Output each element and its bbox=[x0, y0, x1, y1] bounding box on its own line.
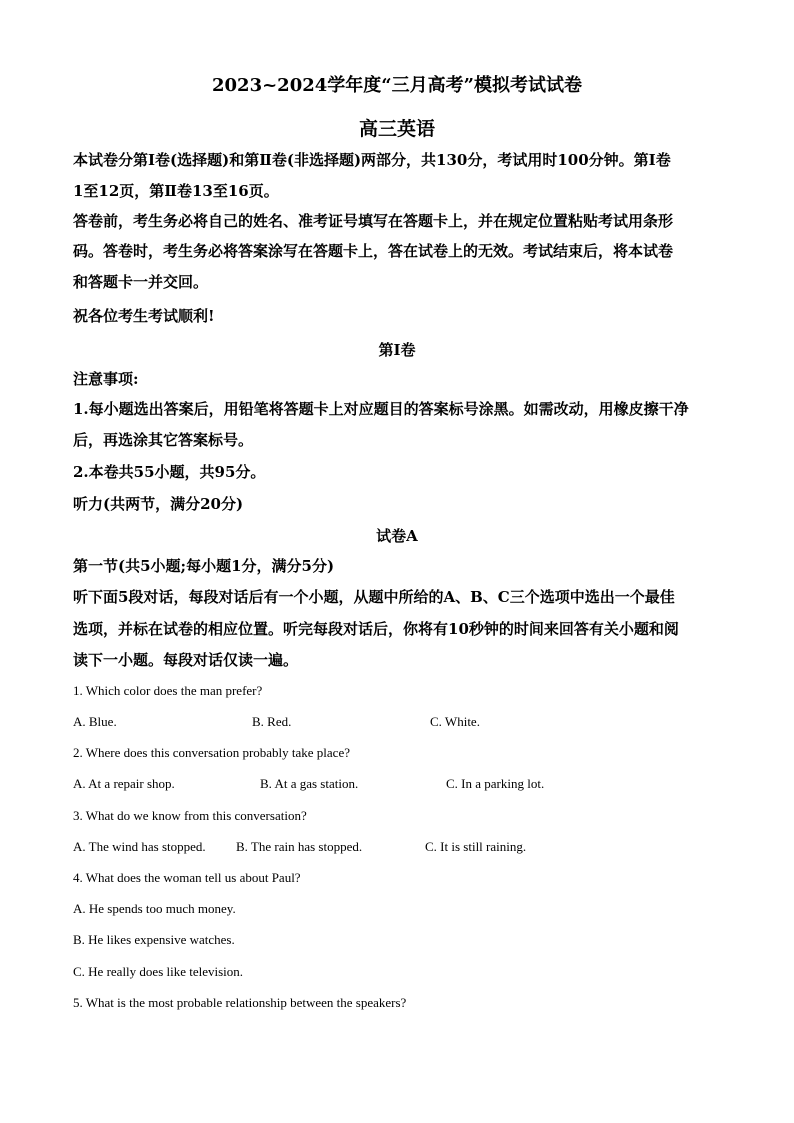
option-b: B. At a gas station. bbox=[260, 776, 359, 791]
option-b: B. He likes expensive watches. bbox=[73, 932, 235, 947]
option-c: C. In a parking lot. bbox=[446, 776, 545, 791]
good-luck-line: 祝各位考生考试顺利! bbox=[73, 307, 215, 325]
option-a: A. The wind has stopped. bbox=[73, 839, 206, 854]
listening-heading: 听力(共两节，满分20分) bbox=[73, 495, 244, 513]
intro-line: 码。答卷时，考生务必将答案涂写在答题卡上，答在试卷上的无效。考试结束后，将本试卷 bbox=[73, 242, 674, 260]
option-a: A. At a repair shop. bbox=[73, 776, 175, 791]
notes-line: 2.本卷共55小题，共95分。 bbox=[73, 463, 266, 481]
question-1: 1. Which color does the man prefer? bbox=[73, 683, 263, 698]
notes-line: 后，再选涂其它答案标号。 bbox=[73, 431, 254, 449]
section-heading: 第一节(共5小题;每小题1分，满分5分) bbox=[73, 557, 335, 575]
option-c: C. White. bbox=[430, 714, 480, 729]
question-5: 5. What is the most probable relationship between the speakers? bbox=[73, 995, 407, 1010]
intro-line: 答卷前，考生务必将自己的姓名、准考证号填写在答题卡上，并在规定位置粘贴考试用条形 bbox=[73, 212, 674, 230]
option-a: A. He spends too much money. bbox=[73, 901, 236, 916]
intro-line: 1至12页，第Ⅱ卷13至16页。 bbox=[73, 182, 279, 200]
paper-label: 试卷A bbox=[376, 527, 418, 545]
option-a: A. Blue. bbox=[73, 714, 117, 729]
exam-title: 2023~2024学年度“三月高考”模拟考试试卷 bbox=[212, 75, 582, 96]
question-2: 2. Where does this conversation probably take place? bbox=[73, 745, 350, 760]
option-c: C. It is still raining. bbox=[425, 839, 527, 854]
instructions-line: 听下面5段对话，每段对话后有一个小题，从题中所给的A、B、C三个选项中选出一个最佳 bbox=[73, 588, 675, 606]
intro-line: 本试卷分第Ⅰ卷(选择题)和第Ⅱ卷(非选择题)两部分，共130分，考试用时100分钟。第Ⅰ卷 bbox=[73, 151, 671, 169]
option-b: B. Red. bbox=[252, 714, 292, 729]
exam-subtitle: 高三英语 bbox=[358, 118, 435, 140]
volume-heading: 第Ⅰ卷 bbox=[378, 341, 416, 359]
option-b: B. The rain has stopped. bbox=[236, 839, 363, 854]
instructions-line: 选项，并标在试卷的相应位置。听完每段对话后，你将有10秒钟的时间来回答有关小题和阅 bbox=[73, 620, 679, 638]
question-3: 3. What do we know from this conversation? bbox=[73, 808, 307, 823]
intro-line: 和答题卡一并交回。 bbox=[73, 273, 209, 291]
question-4: 4. What does the woman tell us about Paul? bbox=[73, 870, 301, 885]
notes-line: 1.每小题选出答案后，用铅笔将答题卡上对应题目的答案标号涂黑。如需改动，用橡皮擦干净 bbox=[73, 400, 689, 418]
notes-title: 注意事项: bbox=[73, 370, 139, 388]
option-c: C. He really does like television. bbox=[73, 964, 244, 979]
instructions-line: 读下一小题。每段对话仅读一遍。 bbox=[73, 651, 299, 669]
